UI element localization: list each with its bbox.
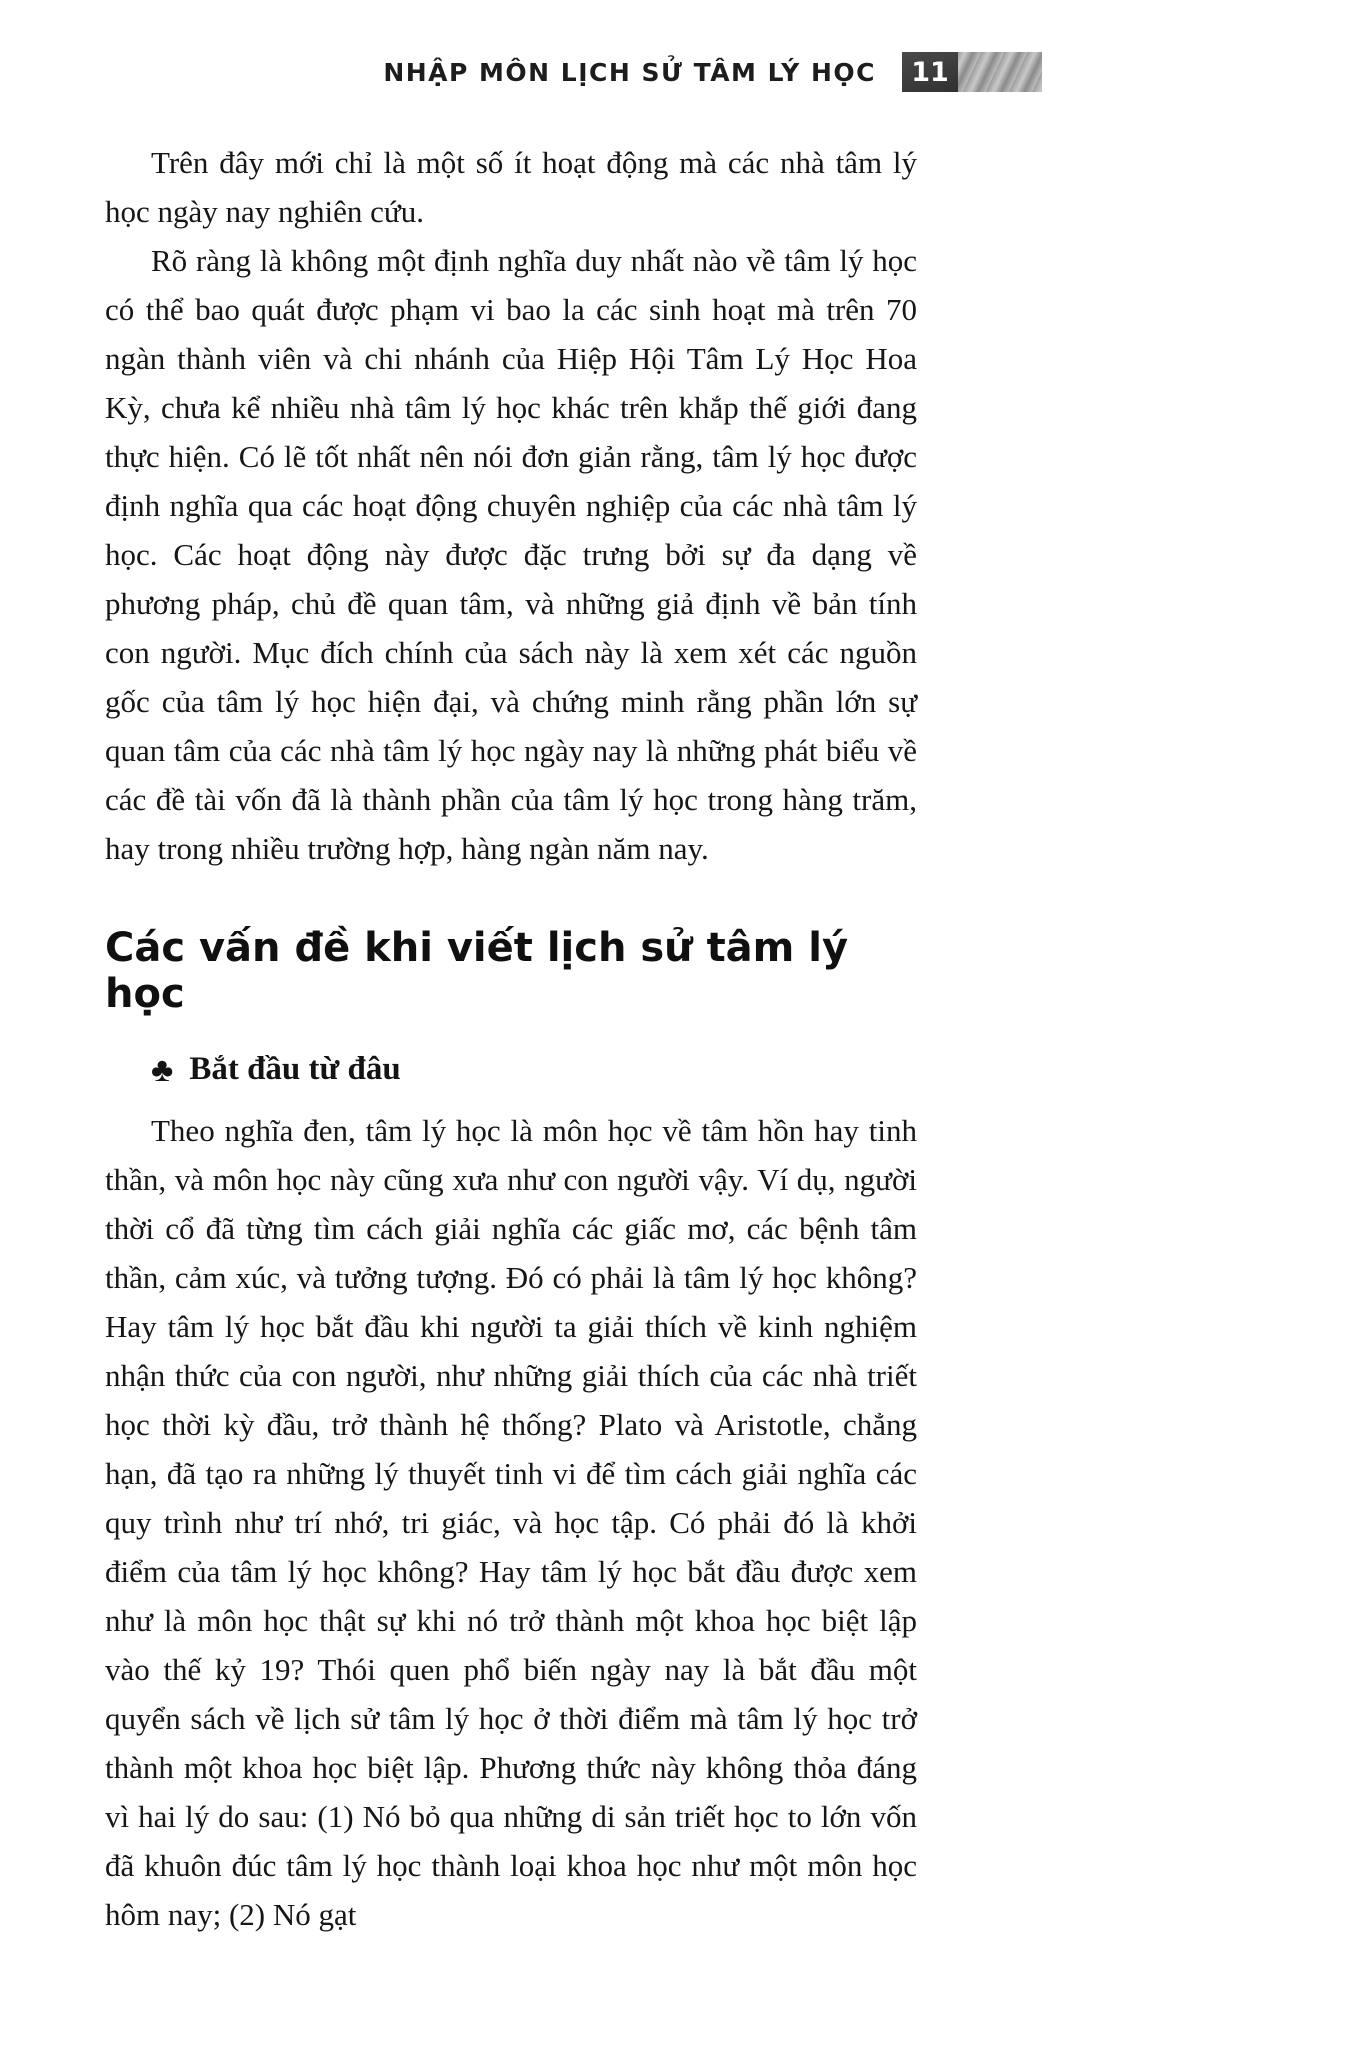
page-number: 11: [911, 56, 949, 88]
page-number-box: [902, 52, 958, 92]
paragraph-definition: Rõ ràng là không một định nghĩa duy nhất nào về tâm lý học có thể bao quát được phạm vi bao la các sinh hoạt mà trên 70 ngàn thành viên và chi nhánh của Hiệp Hội Tâm Lý Học Hoa Kỳ, chưa kể nhiều nhà tâm lý học khác trên khắp thế giới đang thực hiện. Có lẽ tốt nhất nên nói đơn giản rằng, tâm lý học được định nghĩa qua các hoạt động chuyên nghiệp của các nhà tâm lý học. Các hoạt động này được đặc trưng bởi sự đa dạng về phương pháp, chủ đề quan tâm, và những giả định về bản tính con người. Mục đích chính của sách này là xem xét các nguồn gốc của tâm lý học hiện đại, và chứng minh rằng phần lớn sự quan tâm của các nhà tâm lý học ngày nay là những phát biểu về các đề tài vốn đã là thành phần của tâm lý học trong hàng trăm, hay trong nhiều trường hợp, hàng ngàn năm nay.: [105, 243, 917, 866]
club-suit-icon: ♣: [151, 1052, 174, 1089]
subsection-heading: [151, 1051, 917, 1088]
subsection-title: Bắt đầu từ đâu: [189, 1051, 401, 1087]
paragraph-intro: Trên đây mới chỉ là một số ít hoạt động mà các nhà tâm lý học ngày nay nghiên cứu.: [105, 145, 917, 229]
header-decoration-strip: [958, 52, 1042, 92]
paragraph-history-start: Theo nghĩa đen, tâm lý học là môn học về tâm hồn hay tinh thần, và môn học này cũng xưa như con người vậy. Ví dụ, người thời cổ đã từng tìm cách giải nghĩa các giấc mơ, các bệnh tâm thần, cảm xúc, và tưởng tượng. Đó có phải là tâm lý học không? Hay tâm lý học bắt đầu khi người ta giải thích về kinh nghiệm nhận thức của con người, như những giải thích của các nhà triết học thời kỳ đầu, trở thành hệ thống? Plato và Aristotle, chẳng hạn, đã tạo ra những lý thuyết tinh vi để tìm cách giải nghĩa các quy trình như trí nhớ, tri giác, và học tập. Có phải đó là khởi điểm của tâm lý học không? Hay tâm lý học bắt đầu được xem như là môn học thật sự khi nó trở thành một khoa học biệt lập vào thế kỷ 19? Thói quen phổ biến ngày nay là bắt đầu một quyển sách về lịch sử tâm lý học ở thời điểm mà tâm lý học trở thành một khoa học biệt lập. Phương thức này không thỏa đáng vì hai lý do sau: (1) Nó bỏ qua những di sản triết học to lớn vốn đã khuôn đúc tâm lý học thành loại khoa học như một môn học hôm nay; (2) Nó gạt: [105, 1113, 917, 1932]
running-head-title: NHẬP MÔN LỊCH SỬ TÂM LÝ HỌC: [383, 57, 876, 87]
section-heading: Các vấn đề khi viết lịch sử tâm lý học: [105, 925, 849, 1017]
page-body: [105, 138, 917, 1939]
page-header: [0, 52, 1042, 92]
